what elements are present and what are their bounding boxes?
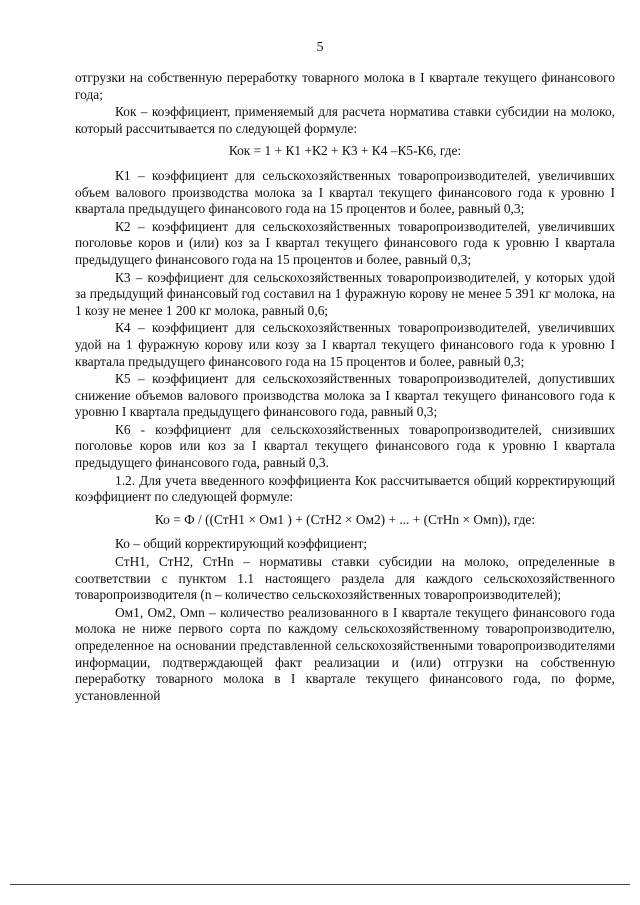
paragraph-section-1-2: 1.2. Для учета введенного коэффициента Кок рассчитывается общий корректирующий коэффициент по следующей формуле: xyxy=(75,472,615,505)
paragraph-om-definition: Ом1, Ом2, Омn – количество реализованного в I квартале текущего финансового года молока не ниже первого сорта по каждому сельскохозяйственному товаропроизводителю, определенное на основании представленной сельскохозяйственными товаропроизводителями информации, подтверждающей факт реализации и (или) отгрузки на собственную переработку товарного молока в I квартале текущего финансового года, по форме, установленной xyxy=(75,604,615,703)
paragraph-k1: К1 – коэффициент для сельскохозяйственных товаропроизводителей, увеличивших объем валового производства молока за I квартал текущего финансового года к уровню I квартала предыдущего финансового года на 15 процентов и более, равный 0,3; xyxy=(75,167,615,217)
paragraph-k4: К4 – коэффициент для сельскохозяйственных товаропроизводителей, увеличивших удой на 1 фуражную корову или козу за I квартал текущего финансового года к уровню I квартала предыдущего финансового года на 15 процентов и более, равный 0,3; xyxy=(75,320,615,369)
formula-kok: Кок = 1 + К1 +К2 + К3 + К4 –К5-К6, где: xyxy=(228,143,462,159)
paragraph-stn-definition: СтН1, СтН2, СтНn – нормативы ставки субсидии на молоко, определенные в соответствии с пунктом 1.1 настоящего раздела для каждого сельскохозяйственного товаропроизводителя (n – количество сельскохозяйственных товаропроизводителей); xyxy=(75,554,615,603)
paragraph-k3: К3 – коэффициент для сельскохозяйственных товаропроизводителей, у которых удой за предыдущий финансовый год составил на 1 фуражную корову не менее 5 391 кг молока, на 1 козу не менее 1 200 кг молока, равный 0,6; xyxy=(75,269,615,318)
formula-ko: Ко = Ф / ((СтН1 × Ом1 ) + (СтН2 × Ом2) + ... + (СтНn × Омn)), где: xyxy=(154,511,536,527)
footer-divider xyxy=(10,884,630,885)
paragraph-k6: К6 - коэффициент для сельскохозяйственных товаропроизводителей, снизивших поголовье коров или коз за I квартал текущего финансового года к уровню I квартала предыдущего финансового года, равный 0,3. xyxy=(75,421,615,471)
paragraph-k2: К2 – коэффициент для сельскохозяйственных товаропроизводителей, увеличивших поголовье коров и (или) коз за I квартал текущего финансового года к уровню I квартала предыдущего финансового года на 15 процентов и более, равный 0,3; xyxy=(75,218,615,267)
paragraph-ko-definition: Ко – общий корректирующий коэффициент; xyxy=(115,536,368,552)
document-body xyxy=(75,70,615,705)
paragraph-kok-definition: Кок – коэффициент, применяемый для расчета норматива ставки субсидии на молоко, который рассчитывается по следующей формуле: xyxy=(75,104,615,136)
paragraph-k5: К5 – коэффициент для сельскохозяйственных товаропроизводителей, допустивших снижение объемов валового производства молока за I квартал текущего финансового года к уровню I квартала предыдущего финансового года, равный 0,3; xyxy=(75,371,615,420)
page-number: 5 xyxy=(316,40,324,55)
paragraph-shipment-continuation: отгрузки на собственную переработку товарного молока в I квартале текущего финансового года; xyxy=(75,70,615,102)
